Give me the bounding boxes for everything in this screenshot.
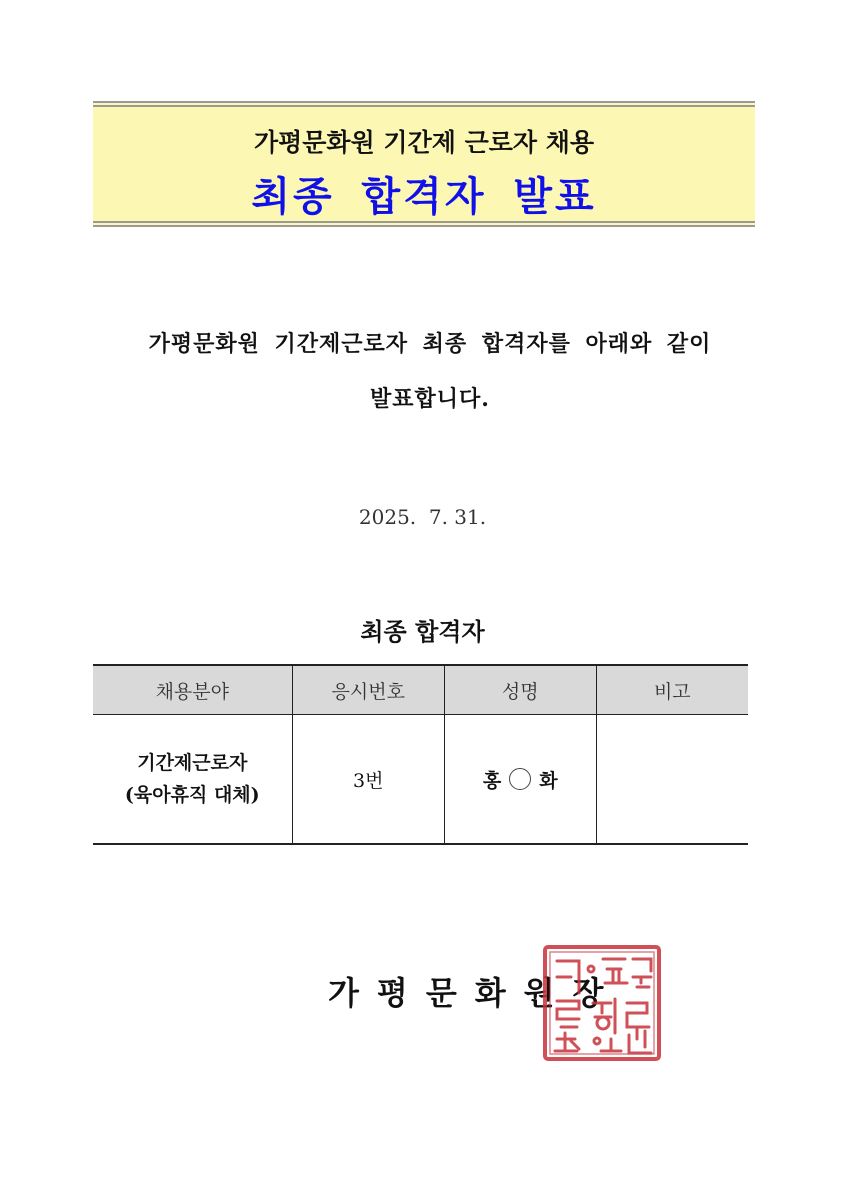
table-row [93, 715, 748, 845]
name-first-char: 홍 [482, 769, 502, 792]
title-subtitle: 가평문화원 기간제 근로자 채용 [253, 128, 595, 157]
results-heading: 최종 합격자 [360, 618, 485, 646]
masked-char-circle-icon [509, 768, 531, 790]
announcement-line-1: 가평문화원 기간제근로자 최종 합격자를 아래와 같이 [148, 331, 712, 357]
cell-applicant-name [444, 715, 596, 845]
cell-field [93, 715, 292, 845]
organization-signature: 가평문화원장 [328, 974, 622, 1012]
announcement-line-2: 발표합니다. [370, 386, 490, 412]
official-seal-stamp [541, 943, 663, 1063]
table-header-row [93, 665, 748, 715]
column-header-note: 비고 [596, 665, 748, 715]
column-header-field: 채용분야 [93, 665, 292, 715]
name-last-char: 화 [539, 769, 558, 792]
results-table [93, 664, 748, 845]
column-header-number: 응시번호 [292, 665, 444, 715]
field-line-1: 기간제근로자 [137, 752, 248, 774]
cell-note [596, 715, 748, 845]
page-title: 최종 합격자 발표 [251, 173, 597, 220]
title-banner [93, 101, 755, 227]
column-header-name: 성명 [444, 665, 596, 715]
announcement-date: 2025. 7. 31. [358, 505, 487, 529]
cell-applicant-number: 3번 [292, 715, 444, 845]
field-line-2: (육아휴직 대체) [124, 784, 260, 806]
